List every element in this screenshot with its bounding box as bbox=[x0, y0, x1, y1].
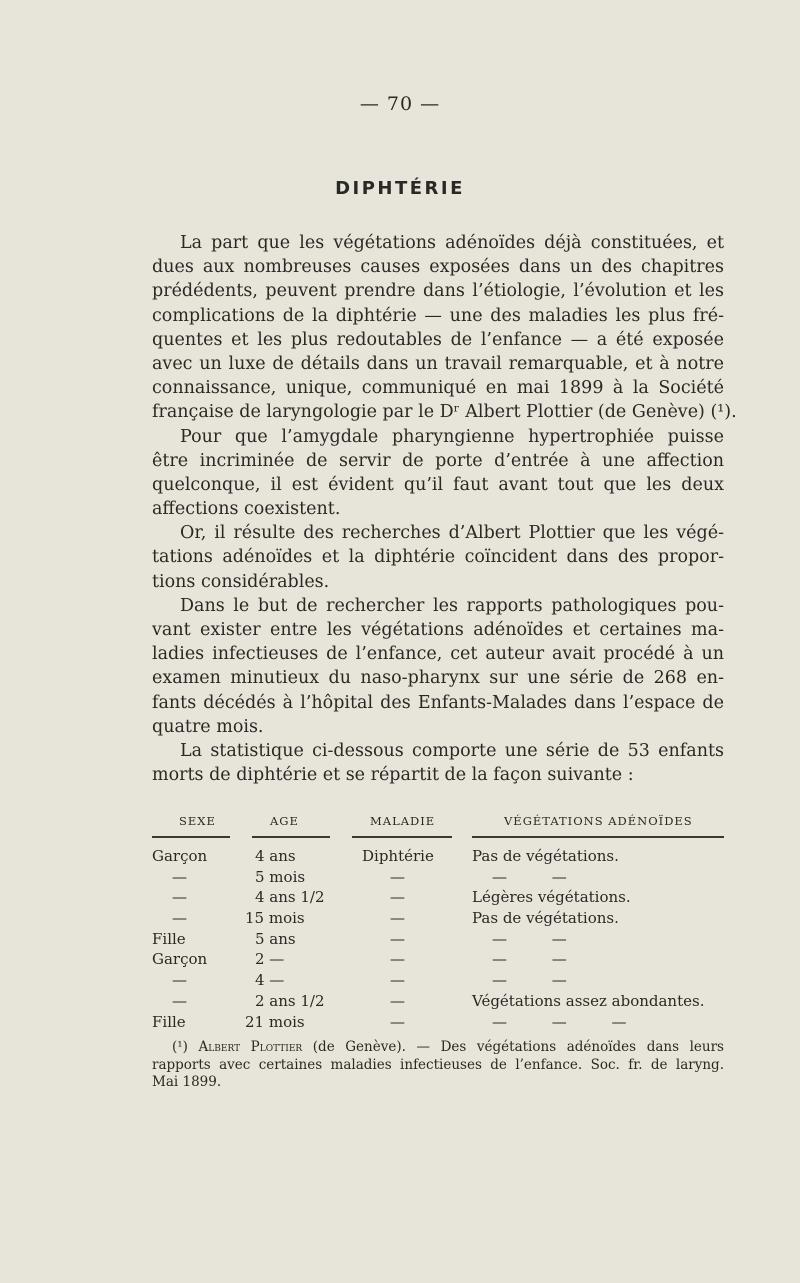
cell-sexe: Garçon bbox=[152, 847, 208, 865]
body-line: Pour que l’amygdale pharyngienne hypertrophiée puisse bbox=[180, 426, 724, 447]
cell-vegetations: Pas de végétations. bbox=[472, 847, 619, 865]
body-line: quatre mois. bbox=[152, 716, 264, 737]
body-line: quentes et les plus redoutables de l’enfance — a été exposée bbox=[152, 329, 724, 350]
header-rules bbox=[152, 832, 724, 846]
statistics-table bbox=[152, 814, 724, 1032]
body-text bbox=[152, 231, 737, 787]
cell-vegetations: Légères végétations. bbox=[472, 888, 631, 907]
cell-age: 4 ans 1/2 bbox=[255, 888, 325, 907]
table-row bbox=[152, 991, 724, 1012]
body-line: tations adénoïdes et la diphtérie coïncident dans des propor- bbox=[152, 547, 724, 568]
cell-age: 5 ans bbox=[255, 929, 296, 948]
header-vegetations: VÉGÉTATIONS ADÉNOÏDES bbox=[504, 814, 693, 828]
cell-vegetations: — — bbox=[492, 971, 567, 990]
footnote-marker: (¹) bbox=[172, 1039, 188, 1055]
footnote bbox=[152, 1039, 724, 1092]
cell-sexe: Fille bbox=[152, 929, 186, 948]
cell-age: 2 — bbox=[255, 950, 285, 969]
body-line: prédédents, peuvent prendre dans l’étiologie, l’évolution et les bbox=[152, 281, 724, 302]
cell-maladie: — bbox=[390, 971, 405, 990]
header-sexe: SEXE bbox=[179, 814, 216, 828]
body-line: connaissance, unique, communiqué en mai 1899 à la Société bbox=[152, 378, 724, 399]
body-line: ladies infectieuses de l’enfance, cet auteur avait procédé à un bbox=[152, 644, 724, 665]
footnote-author: Albert Plottier bbox=[198, 1039, 303, 1055]
cell-sexe: — bbox=[172, 991, 187, 1010]
cell-vegetations: — — bbox=[492, 950, 567, 969]
cell-vegetations: — — — bbox=[492, 1012, 627, 1031]
footnote-line: Mai 1899. bbox=[152, 1074, 222, 1090]
cell-maladie: Diphtérie bbox=[362, 847, 434, 865]
body-line: française de laryngologie par le Dʳ Albert Plottier (de Genève) (¹). bbox=[152, 402, 737, 423]
body-line: Dans le but de rechercher les rapports pathologiques pou- bbox=[180, 595, 724, 616]
cell-vegetations: Pas de végétations. bbox=[472, 909, 619, 928]
chapter-title: DIPHTÉRIE bbox=[335, 178, 465, 199]
body-line: affections coexistent. bbox=[152, 499, 341, 520]
body-line: dues aux nombreuses causes exposées dans un des chapitres bbox=[152, 257, 724, 278]
body-line: La part que les végétations adénoïdes déjà constituées, et bbox=[180, 233, 724, 253]
header-age: AGE bbox=[270, 814, 299, 828]
table-row bbox=[152, 949, 724, 970]
body-line: quelconque, il est évident qu’il faut avant tout que les deux bbox=[152, 474, 724, 495]
body-line: Or, il résulte des recherches d’Albert Plottier que les végé- bbox=[180, 523, 724, 544]
cell-sexe: — bbox=[172, 888, 187, 907]
cell-maladie: — bbox=[390, 867, 405, 886]
cell-age: 5 mois bbox=[255, 867, 306, 886]
cell-maladie: — bbox=[390, 909, 405, 928]
cell-maladie: — bbox=[390, 888, 405, 907]
cell-age: 15 mois bbox=[245, 909, 305, 928]
body-line: avec un luxe de détails dans un travail remarquable, et à notre bbox=[152, 353, 724, 374]
page-number: — 70 — bbox=[359, 93, 441, 115]
cell-maladie: — bbox=[390, 950, 405, 969]
body-line: examen minutieux du naso-pharynx sur une série de 268 en- bbox=[152, 668, 724, 689]
body-line: tions considérables. bbox=[152, 571, 330, 592]
header-maladie: MALADIE bbox=[370, 814, 436, 828]
cell-sexe: Fille bbox=[152, 1012, 186, 1031]
cell-maladie: — bbox=[390, 991, 405, 1010]
footnote-line: rapports avec certaines maladies infectieuses de l’enfance. Soc. fr. de laryng. bbox=[152, 1056, 724, 1073]
header-rule bbox=[252, 836, 330, 838]
table-header bbox=[152, 814, 724, 832]
table-body bbox=[152, 846, 724, 1032]
table-row bbox=[152, 929, 724, 950]
cell-vegetations: — — bbox=[492, 929, 567, 948]
footnote-text: (de Genève). — Des végétations adénoïdes dans leurs bbox=[312, 1039, 724, 1055]
body-line: complications de la diphtérie — une des maladies les plus fré- bbox=[152, 305, 724, 326]
table-row bbox=[152, 1012, 724, 1033]
header-rule bbox=[352, 836, 452, 838]
cell-sexe: — bbox=[172, 971, 187, 990]
cell-maladie: — bbox=[390, 1012, 405, 1031]
table-row bbox=[152, 908, 724, 929]
cell-age: 4 — bbox=[255, 971, 285, 990]
cell-vegetations: Végétations assez abondantes. bbox=[472, 991, 705, 1010]
cell-maladie: — bbox=[390, 929, 405, 948]
body-line: fants décédés à l’hôpital des Enfants-Malades dans l’espace de bbox=[152, 692, 724, 713]
footnote-line bbox=[152, 1039, 724, 1057]
header-rule bbox=[472, 836, 724, 838]
cell-age: 4 ans bbox=[255, 847, 296, 865]
body-line: La statistique ci-dessous comporte une série de 53 enfants bbox=[180, 740, 724, 761]
body-line: être incriminée de servir de porte d’entrée à une affection bbox=[152, 450, 724, 471]
body-line: vant exister entre les végétations adénoïdes et certaines ma- bbox=[152, 620, 724, 640]
cell-sexe: — bbox=[172, 909, 187, 928]
cell-sexe: — bbox=[172, 867, 187, 886]
cell-sexe: Garçon bbox=[152, 950, 208, 969]
table-row bbox=[152, 846, 724, 867]
table-row bbox=[152, 970, 724, 991]
header-rule bbox=[152, 836, 230, 838]
cell-age: 21 mois bbox=[245, 1012, 305, 1031]
cell-age: 2 ans 1/2 bbox=[255, 991, 325, 1010]
body-line: morts de diphtérie et se répartit de la façon suivante : bbox=[152, 765, 634, 786]
table-row bbox=[152, 867, 724, 888]
table-row bbox=[152, 887, 724, 908]
cell-vegetations: — — bbox=[492, 867, 567, 886]
